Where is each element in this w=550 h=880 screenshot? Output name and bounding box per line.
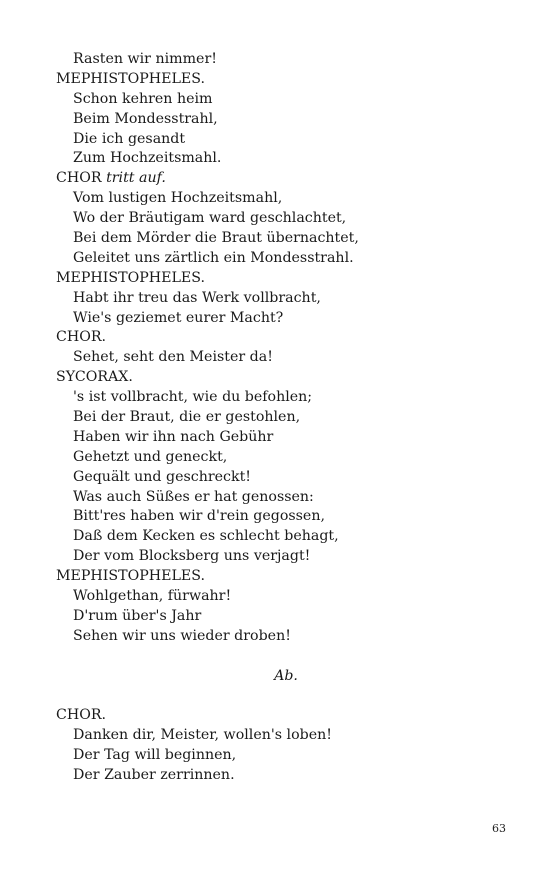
verse-line: Haben wir ihn nach Gebühr <box>73 428 274 445</box>
verse-line: Bitt'res haben wir d'rein gegossen, <box>73 508 325 525</box>
verse-line: Zum Hochzeitsmahl. <box>73 150 222 167</box>
verse-line: Bei der Braut, die er gestohlen, <box>73 409 301 426</box>
verse-line: Gequält und geschreckt! <box>73 468 251 485</box>
stage-direction: Ab. <box>274 667 298 684</box>
verse-line: Beim Mondesstrahl, <box>73 110 218 127</box>
verse-line: Rasten wir nimmer! <box>73 51 217 67</box>
verse-line: Was auch Süßes er hat genossen: <box>73 488 314 505</box>
verse-line: Sehen wir uns wieder droben! <box>73 627 291 644</box>
verse-line: Die ich gesandt <box>73 130 186 147</box>
verse-line: Wohlgethan, fürwahr! <box>73 588 232 605</box>
verse-line: Gehetzt und geneckt, <box>73 448 228 465</box>
verse-line: Vom lustigen Hochzeitsmahl, <box>73 190 283 207</box>
verse-line: D'rum über's Jahr <box>73 607 202 624</box>
verse-line: 's ist vollbracht, wie du befohlen; <box>73 389 313 406</box>
speaker-name: MEPHISTOPHELES. <box>56 269 205 286</box>
verse-line: Bei dem Mörder die Braut übernachtet, <box>73 230 359 247</box>
speaker-name: CHOR. <box>56 329 107 346</box>
verse-line: Der Zauber zerrinnen. <box>73 767 235 784</box>
speaker-name: MEPHISTOPHELES. <box>56 568 205 585</box>
speaker-name: MEPHISTOPHELES. <box>56 70 205 87</box>
speaker-with-direction <box>56 169 516 189</box>
verse-line: Danken dir, Meister, wollen's loben! <box>73 727 332 744</box>
verse-line: Geleitet uns zärtlich ein Mondesstrahl. <box>73 249 354 266</box>
verse-line: Schon kehren heim <box>73 90 213 107</box>
stage-direction: tritt auf. <box>106 170 166 187</box>
page-number: 63 <box>492 822 506 835</box>
verse-line: Der Tag will beginnen, <box>73 747 237 764</box>
speaker-name: SYCORAX. <box>56 369 133 386</box>
speaker-name: CHOR. <box>56 707 107 724</box>
verse-line: Sehet, seht den Meister da! <box>73 349 273 366</box>
drama-text <box>56 50 516 786</box>
verse-line: Habt ihr treu das Werk vollbracht, <box>73 289 321 306</box>
verse-line: Der vom Blocksberg uns verjagt! <box>73 548 311 565</box>
verse-line: Wie's geziemet eurer Macht? <box>73 309 284 326</box>
verse-line: Daß dem Kecken es schlecht behagt, <box>73 528 339 545</box>
speaker-name: CHOR <box>56 170 102 187</box>
verse-line: Wo der Bräutigam ward geschlachtet, <box>73 210 347 227</box>
blank-line <box>56 647 516 667</box>
blank-line <box>56 687 516 707</box>
